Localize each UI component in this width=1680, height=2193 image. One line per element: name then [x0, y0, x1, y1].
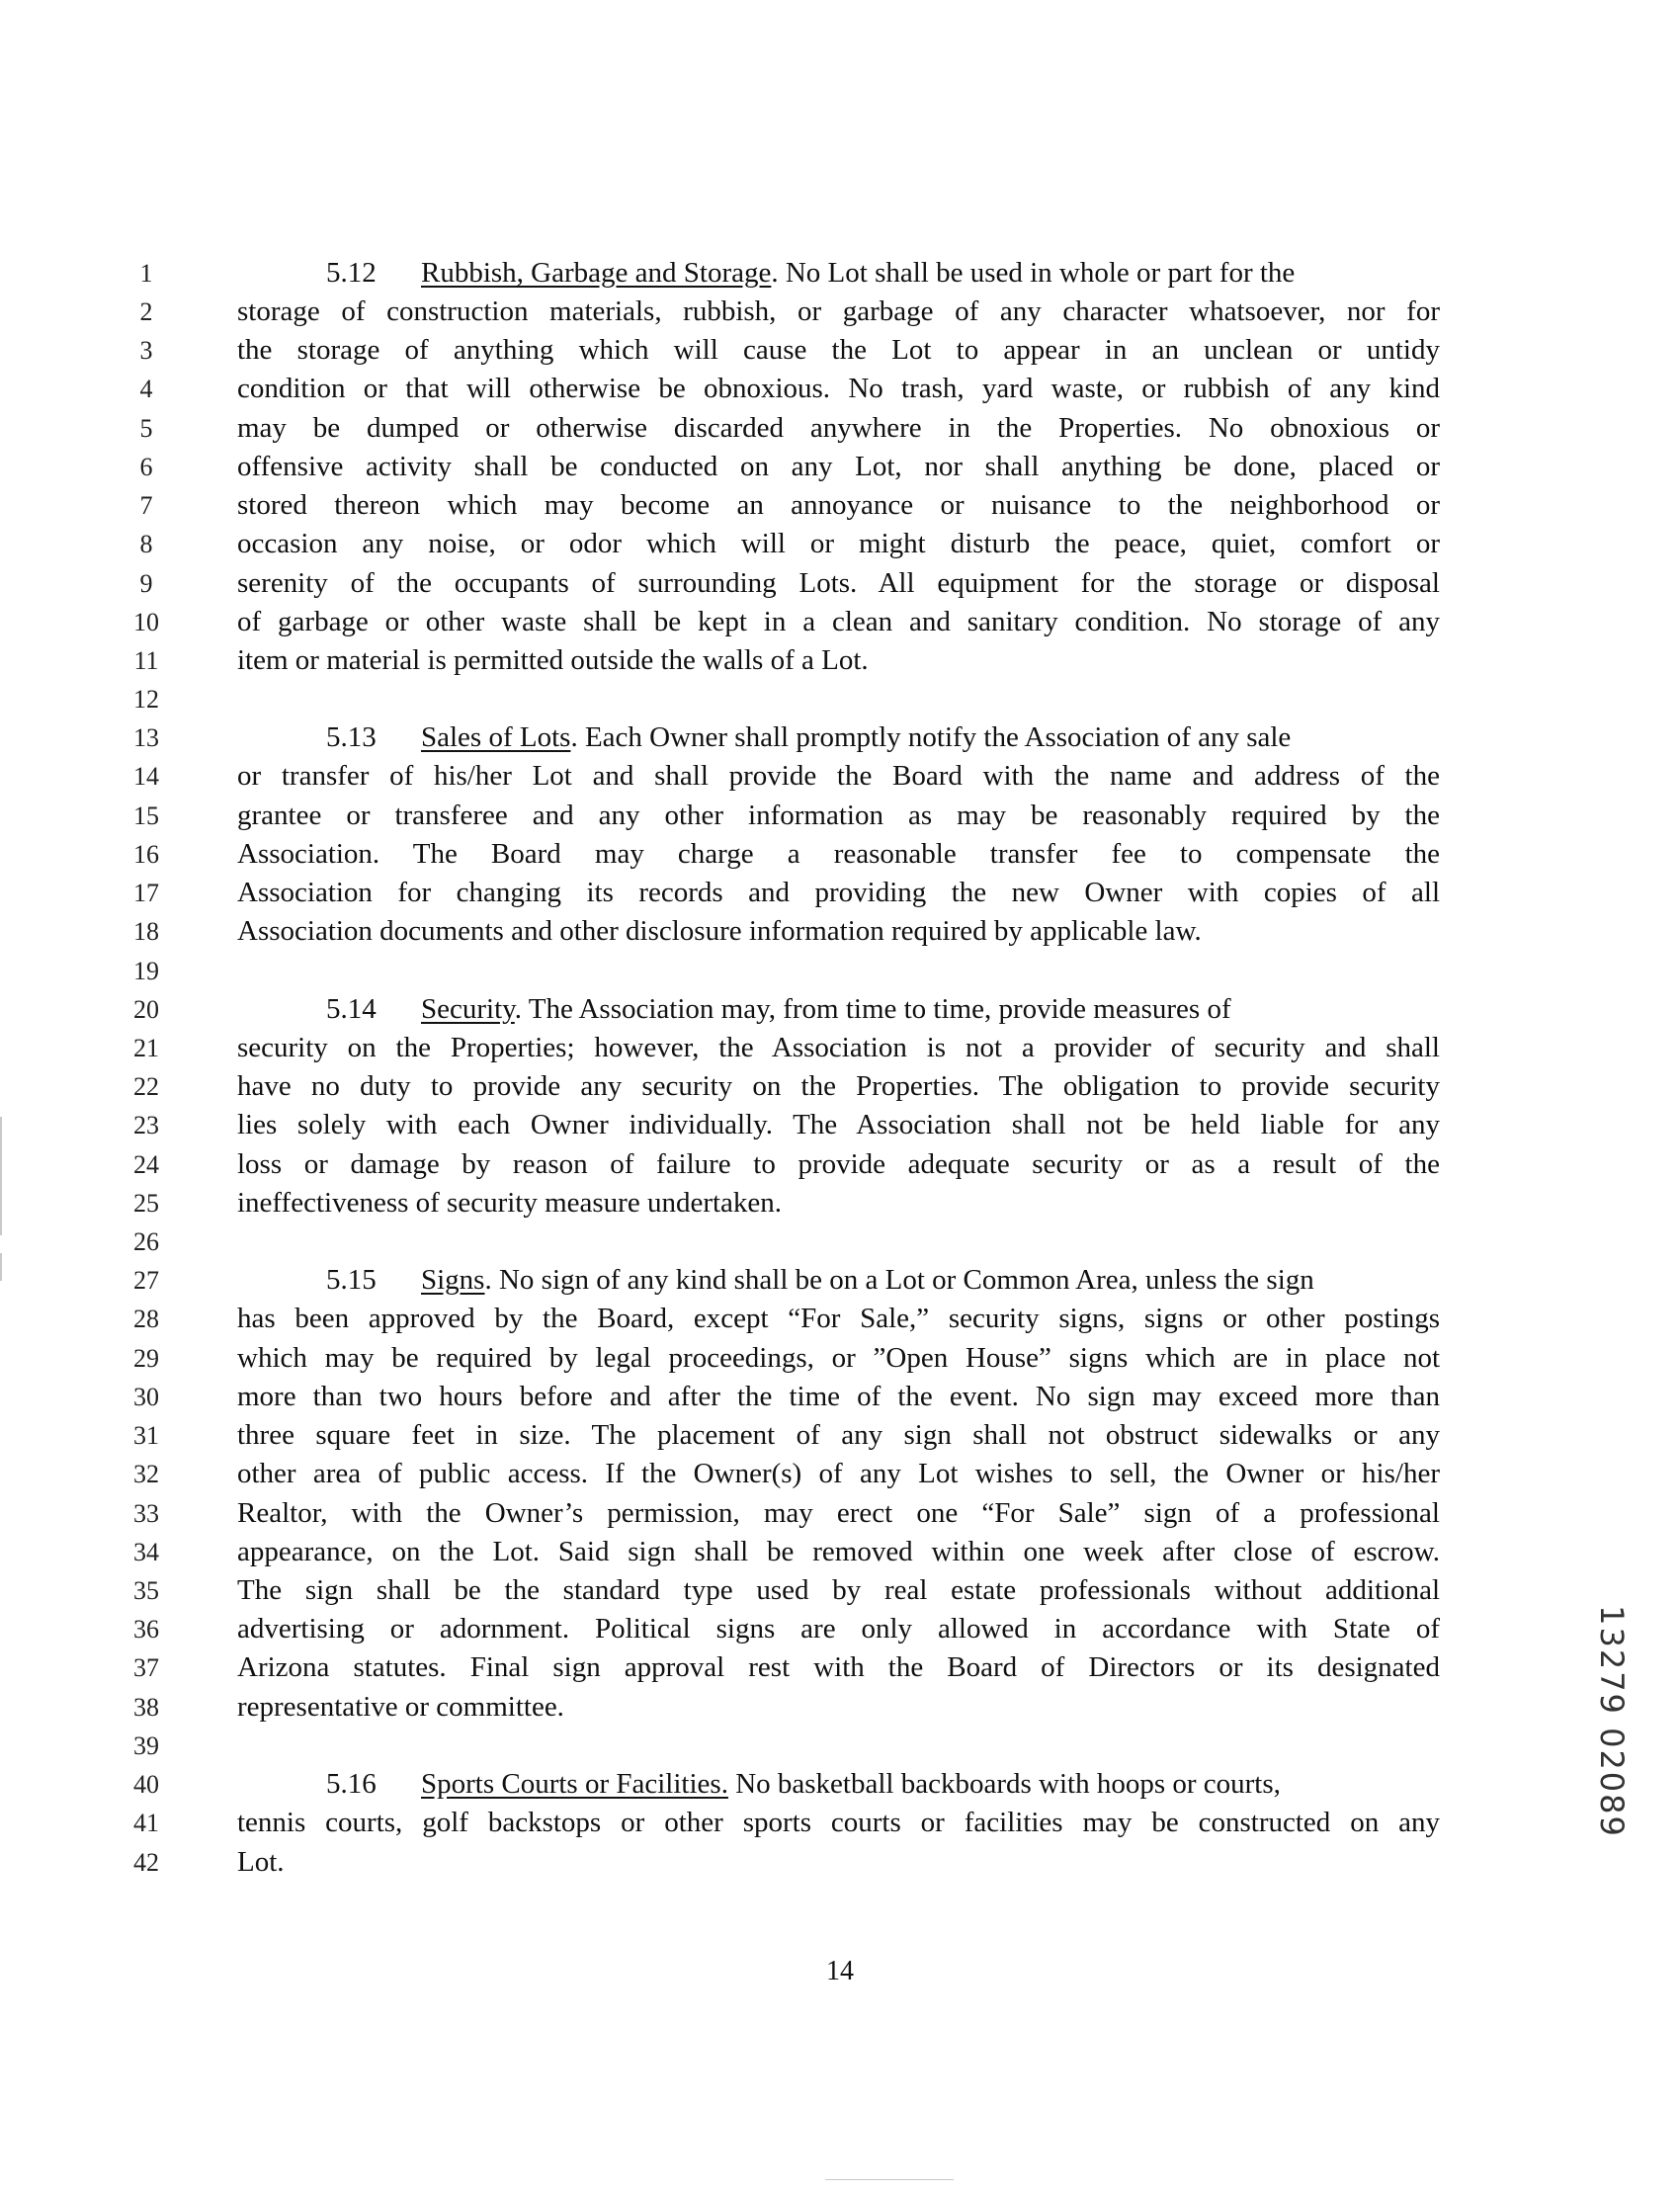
document-line	[0, 1067, 1680, 1106]
line-text: serenity of the occupants of surrounding Lots. All equipment for the storage or disposal	[237, 567, 1440, 599]
line-text: appearance, on the Lot. Said sign shall be removed within one week after close of escrow.	[237, 1536, 1440, 1567]
document-line	[0, 1688, 1680, 1727]
recording-stamp-number: 13279 02089	[1593, 1605, 1632, 1838]
document-line	[0, 1843, 1680, 1882]
document-line	[0, 641, 1680, 680]
line-number: 13	[133, 723, 159, 752]
line-text: tennis courts, golf backstops or other sports courts or facilities may be constructed on any	[237, 1807, 1440, 1838]
line-text: . The Association may, from time to time, provide measures of	[514, 993, 1231, 1025]
line-number: 20	[133, 995, 159, 1024]
document-line	[0, 1765, 1680, 1804]
document-line	[0, 718, 1680, 757]
document-line	[0, 331, 1680, 370]
line-number: 16	[133, 840, 159, 869]
document-line	[0, 1106, 1680, 1144]
line-number: 18	[133, 917, 159, 946]
blank-line	[0, 1727, 1680, 1765]
line-text: loss or damage by reason of failure to provide adequate security or as a result of the	[237, 1148, 1440, 1180]
blank-line	[0, 680, 1680, 718]
document-line	[0, 1339, 1680, 1378]
line-text: . Each Owner shall promptly notify the Association of any sale	[570, 721, 1292, 753]
line-number: 25	[133, 1189, 159, 1218]
document-line	[0, 1648, 1680, 1687]
document-line	[0, 874, 1680, 912]
line-text: The sign shall be the standard type used by real estate professionals without additional	[237, 1574, 1440, 1606]
document-line	[0, 1455, 1680, 1493]
line-number: 34	[133, 1538, 159, 1566]
line-number: 28	[133, 1305, 159, 1333]
blank-line	[0, 952, 1680, 990]
section-number: 5.16	[326, 1768, 377, 1800]
line-number: 40	[133, 1770, 159, 1799]
document-line	[0, 370, 1680, 408]
document-line	[0, 525, 1680, 563]
document-line	[0, 1261, 1680, 1300]
line-number: 22	[133, 1072, 159, 1101]
section-title: Signs	[421, 1264, 485, 1296]
line-number: 5	[139, 414, 153, 443]
document-line	[0, 564, 1680, 603]
line-text: Realtor, with the Owner’s permission, may erect one “For Sale” sign of a professional	[237, 1497, 1440, 1529]
line-number: 29	[133, 1344, 159, 1373]
line-number: 7	[139, 491, 153, 520]
document-line	[0, 1416, 1680, 1455]
document-line	[0, 1494, 1680, 1533]
blank-line	[0, 1223, 1680, 1261]
section-title: Sports Courts or Facilities.	[421, 1768, 728, 1800]
section-heading	[326, 254, 1295, 293]
document-line	[0, 409, 1680, 448]
line-text: which may be required by legal proceedings, or ”Open House” signs which are in place not	[237, 1342, 1440, 1374]
line-number: 10	[133, 608, 159, 636]
document-line	[0, 1184, 1680, 1223]
section-title: Rubbish, Garbage and Storage	[421, 257, 772, 289]
document-line	[0, 448, 1680, 486]
document-line	[0, 1804, 1680, 1842]
line-number: 31	[133, 1421, 159, 1450]
document-line	[0, 1533, 1680, 1571]
line-text: has been approved by the Board, except “For Sale,” security signs, signs or other postings	[237, 1303, 1440, 1334]
line-text: more than two hours before and after the time of the event. No sign may exceed more than	[237, 1381, 1440, 1412]
section-number: 5.14	[326, 993, 377, 1025]
line-number: 12	[133, 685, 159, 714]
line-text: the storage of anything which will cause the Lot to appear in an unclean or untidy	[237, 334, 1440, 366]
line-text: . No Lot shall be used in whole or part for the	[771, 257, 1296, 289]
document-line	[0, 912, 1680, 951]
line-number: 41	[133, 1809, 159, 1837]
page-number: 14	[826, 1956, 854, 1986]
line-number: 8	[139, 530, 153, 558]
document-line	[0, 797, 1680, 835]
line-text: stored thereon which may become an annoyance or nuisance to the neighborhood or	[237, 489, 1440, 521]
line-text: offensive activity shall be conducted on any Lot, nor shall anything be done, placed or	[237, 451, 1440, 482]
document-line	[0, 757, 1680, 796]
line-number: 2	[139, 297, 153, 326]
line-number: 30	[133, 1383, 159, 1411]
document-line	[0, 1300, 1680, 1338]
document-line	[0, 1571, 1680, 1610]
line-text: advertising or adornment. Political signs are only allowed in accordance with State of	[237, 1613, 1440, 1645]
document-line	[0, 486, 1680, 525]
line-text: . No sign of any kind shall be on a Lot or Common Area, unless the sign	[484, 1264, 1314, 1296]
line-text: grantee or transferee and any other information as may be reasonably required by the	[237, 800, 1440, 831]
scan-edge-mark	[0, 1117, 2, 1235]
document-line	[0, 1029, 1680, 1067]
line-number: 11	[133, 646, 159, 675]
document-line	[0, 990, 1680, 1029]
line-text: Arizona statutes. Final sign approval rest with the Board of Directors or its designated	[237, 1651, 1440, 1683]
section-heading	[326, 718, 1291, 757]
line-number: 9	[139, 569, 153, 598]
line-text: occasion any noise, or odor which will or might disturb the peace, quiet, comfort or	[237, 528, 1440, 559]
line-text: condition or that will otherwise be obnoxious. No trash, yard waste, or rubbish of any kind	[237, 373, 1440, 404]
line-text: may be dumped or otherwise discarded anywhere in the Properties. No obnoxious or	[237, 412, 1440, 444]
line-number: 3	[139, 336, 153, 365]
line-text: security on the Properties; however, the Association is not a provider of security and shall	[237, 1032, 1440, 1063]
line-text: lies solely with each Owner individually. The Association shall not be held liable for any	[237, 1109, 1440, 1140]
scan-edge-mark	[825, 2179, 954, 2180]
line-number: 37	[133, 1653, 159, 1682]
line-number: 27	[133, 1266, 159, 1295]
document-line	[0, 1610, 1680, 1648]
line-text: of garbage or other waste shall be kept in a clean and sanitary condition. No storage of any	[237, 606, 1440, 637]
scan-edge-mark	[0, 1253, 2, 1281]
section-number: 5.12	[326, 257, 377, 289]
line-number: 39	[133, 1731, 159, 1760]
line-text: Association for changing its records and providing the new Owner with copies of all	[237, 877, 1440, 908]
line-text: No basketball backboards with hoops or courts,	[727, 1768, 1281, 1800]
line-number: 24	[133, 1150, 159, 1179]
line-number: 36	[133, 1615, 159, 1644]
document-line	[0, 293, 1680, 331]
line-text: storage of construction materials, rubbish, or garbage of any character whatsoever, nor for	[237, 295, 1440, 327]
line-text: item or material is permitted outside the walls of a Lot.	[237, 644, 869, 676]
document-line	[0, 1145, 1680, 1184]
section-heading	[326, 1261, 1314, 1300]
line-text: ineffectiveness of security measure undertaken.	[237, 1187, 783, 1219]
line-text: Lot.	[237, 1846, 285, 1878]
line-text: other area of public access. If the Owner(s) of any Lot wishes to sell, the Owner or his/her	[237, 1458, 1440, 1489]
line-number: 17	[133, 879, 159, 907]
line-number: 35	[133, 1576, 159, 1605]
document-line	[0, 835, 1680, 874]
line-number: 14	[133, 762, 159, 791]
line-text: Association documents and other disclosure information required by applicable law.	[237, 915, 1202, 947]
line-number: 26	[133, 1227, 159, 1256]
recording-stamp	[1592, 1593, 1632, 1850]
line-text: representative or committee.	[237, 1691, 564, 1723]
section-heading	[326, 990, 1231, 1029]
line-number: 23	[133, 1111, 159, 1139]
document-line	[0, 254, 1680, 293]
line-number: 32	[133, 1460, 159, 1488]
line-number: 1	[139, 259, 153, 288]
section-title: Sales of Lots	[421, 721, 571, 753]
line-number: 21	[133, 1034, 159, 1062]
line-number: 19	[133, 957, 159, 985]
line-text: three square feet in size. The placement of any sign shall not obstruct sidewalks or any	[237, 1419, 1440, 1451]
line-number: 33	[133, 1499, 159, 1528]
line-number: 4	[139, 375, 153, 403]
section-number: 5.15	[326, 1264, 377, 1296]
line-text: Association. The Board may charge a reasonable transfer fee to compensate the	[237, 838, 1440, 870]
document-line	[0, 603, 1680, 641]
line-number: 15	[133, 801, 159, 830]
line-text: or transfer of his/her Lot and shall provide the Board with the name and address of the	[237, 760, 1440, 792]
section-number: 5.13	[326, 721, 377, 753]
document-line	[0, 1378, 1680, 1416]
line-number: 42	[133, 1848, 159, 1877]
line-text: have no duty to provide any security on the Properties. The obligation to provide security	[237, 1070, 1440, 1102]
line-number: 6	[139, 453, 153, 481]
section-heading	[326, 1765, 1281, 1804]
section-title: Security	[421, 993, 515, 1025]
line-number: 38	[133, 1693, 159, 1722]
